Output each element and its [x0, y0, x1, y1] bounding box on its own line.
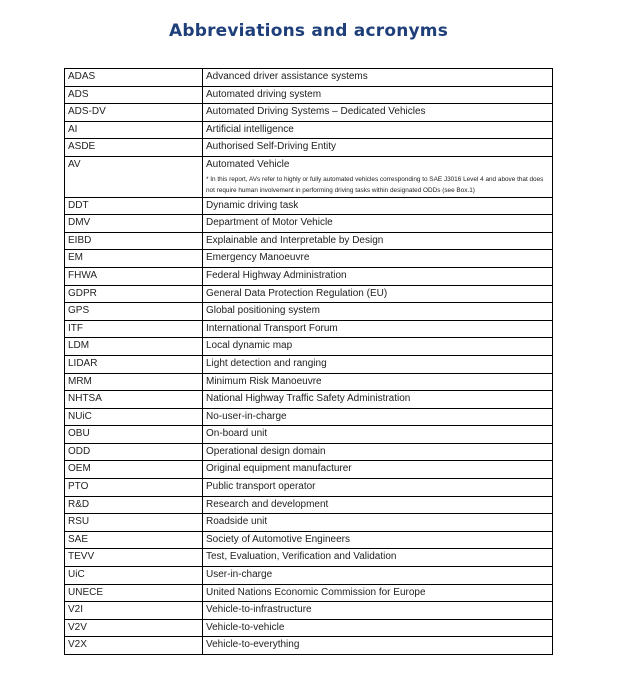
definition-cell — [203, 338, 553, 356]
definition-cell — [203, 567, 553, 585]
definition-cell — [203, 69, 553, 87]
abbreviation-cell: GPS — [65, 303, 203, 321]
table-row — [65, 549, 553, 567]
definition-cell — [203, 104, 553, 122]
table-row — [65, 461, 553, 479]
definition-text: Department of Motor Vehicle — [206, 217, 333, 229]
table-row — [65, 215, 553, 233]
definition-cell — [203, 408, 553, 426]
definition-cell — [203, 514, 553, 532]
table-row — [65, 531, 553, 549]
table-row — [65, 391, 553, 409]
table-row — [65, 267, 553, 285]
definition-text: Public transport operator — [206, 481, 316, 493]
abbreviation-cell: AV — [65, 156, 203, 197]
definition-cell — [203, 619, 553, 637]
abbreviation-cell: ADS — [65, 86, 203, 104]
definition-text: Minimum Risk Manoeuvre — [206, 375, 322, 387]
table-row — [65, 285, 553, 303]
definition-cell — [203, 479, 553, 497]
abbreviation-cell: PTO — [65, 479, 203, 497]
abbreviation-cell: FHWA — [65, 267, 203, 285]
table-row — [65, 197, 553, 215]
definition-text: Operational design domain — [206, 445, 326, 457]
definition-cell — [203, 215, 553, 233]
table-row — [65, 338, 553, 356]
definition-text: Dynamic driving task — [206, 199, 299, 211]
abbreviations-table — [64, 68, 553, 655]
definition-cell — [203, 303, 553, 321]
abbreviation-cell: ADAS — [65, 69, 203, 87]
definition-cell — [203, 443, 553, 461]
abbreviations-table-body — [65, 69, 553, 655]
definition-text: User-in-charge — [206, 569, 273, 581]
table-row — [65, 637, 553, 655]
table-row — [65, 567, 553, 585]
abbreviation-cell: LDM — [65, 338, 203, 356]
definition-text: Research and development — [206, 498, 329, 510]
definition-cell — [203, 197, 553, 215]
abbreviation-cell: SAE — [65, 531, 203, 549]
definition-cell — [203, 320, 553, 338]
abbreviation-cell: NHTSA — [65, 391, 203, 409]
abbreviation-cell: OEM — [65, 461, 203, 479]
abbreviation-cell: UiC — [65, 567, 203, 585]
abbreviation-cell: ITF — [65, 320, 203, 338]
table-row — [65, 408, 553, 426]
definition-text: Test, Evaluation, Verification and Validation — [206, 551, 397, 563]
definition-cell — [203, 267, 553, 285]
definition-cell — [203, 121, 553, 139]
definition-text: Automated Vehicle — [206, 158, 290, 170]
definition-cell — [203, 156, 553, 197]
table-row — [65, 443, 553, 461]
definition-footnote: * In this report, AVs refer to highly or fully automated vehicles corresponding to SAE J3016 Level 4 and above that does not require human involvement in performing driving tasks within designated ODDs (see Box.1) — [206, 175, 544, 194]
definition-cell — [203, 391, 553, 409]
definition-cell — [203, 584, 553, 602]
table-row — [65, 156, 553, 197]
definition-text: No-user-in-charge — [206, 410, 287, 422]
definition-cell — [203, 232, 553, 250]
definition-text: Automated driving system — [206, 88, 322, 100]
abbreviation-cell: DDT — [65, 197, 203, 215]
definition-cell — [203, 285, 553, 303]
abbreviation-cell: EM — [65, 250, 203, 268]
definition-cell — [203, 549, 553, 567]
abbreviation-cell: V2V — [65, 619, 203, 637]
definition-text: Vehicle-to-everything — [206, 639, 300, 651]
definition-cell — [203, 461, 553, 479]
definition-text: Vehicle-to-vehicle — [206, 621, 285, 633]
table-row — [65, 619, 553, 637]
definition-text: Local dynamic map — [206, 340, 293, 352]
table-row — [65, 320, 553, 338]
definition-text: United Nations Economic Commission for Europe — [206, 586, 426, 598]
abbreviation-cell: V2I — [65, 602, 203, 620]
table-row — [65, 139, 553, 157]
table-row — [65, 479, 553, 497]
definition-cell — [203, 637, 553, 655]
definition-cell — [203, 602, 553, 620]
definition-text: Emergency Manoeuvre — [206, 252, 310, 264]
abbreviation-cell: NUiC — [65, 408, 203, 426]
table-row — [65, 514, 553, 532]
definition-text: Automated Driving Systems – Dedicated Vehicles — [206, 106, 426, 118]
abbreviation-cell: V2X — [65, 637, 203, 655]
definition-text: On-board unit — [206, 428, 268, 440]
table-row — [65, 602, 553, 620]
table-row — [65, 426, 553, 444]
abbreviation-cell: UNECE — [65, 584, 203, 602]
table-row — [65, 373, 553, 391]
definition-cell — [203, 355, 553, 373]
abbreviation-cell: ODD — [65, 443, 203, 461]
abbreviation-cell: R&D — [65, 496, 203, 514]
table-row — [65, 584, 553, 602]
definition-cell — [203, 250, 553, 268]
definition-cell — [203, 496, 553, 514]
abbreviation-cell: GDPR — [65, 285, 203, 303]
abbreviation-cell: TEVV — [65, 549, 203, 567]
table-row — [65, 250, 553, 268]
table-row — [65, 355, 553, 373]
abbreviation-cell: ADS-DV — [65, 104, 203, 122]
table-row — [65, 104, 553, 122]
definition-text: International Transport Forum — [206, 322, 338, 334]
abbreviation-cell: MRM — [65, 373, 203, 391]
table-row — [65, 232, 553, 250]
definition-text: Society of Automotive Engineers — [206, 533, 350, 545]
definition-text: Vehicle-to-infrastructure — [206, 604, 312, 616]
definition-cell — [203, 426, 553, 444]
abbreviation-cell: OBU — [65, 426, 203, 444]
definition-cell — [203, 139, 553, 157]
table-row — [65, 303, 553, 321]
table-row — [65, 86, 553, 104]
abbreviation-cell: LIDAR — [65, 355, 203, 373]
definition-text: Artificial intelligence — [206, 123, 294, 135]
definition-text: Original equipment manufacturer — [206, 463, 352, 475]
definition-text: Advanced driver assistance systems — [206, 71, 368, 82]
definition-text: Global positioning system — [206, 305, 320, 317]
abbreviation-cell: DMV — [65, 215, 203, 233]
definition-text: Light detection and ranging — [206, 357, 327, 369]
table-row — [65, 69, 553, 87]
abbreviation-cell: ASDE — [65, 139, 203, 157]
abbreviation-cell: EIBD — [65, 232, 203, 250]
definition-cell — [203, 531, 553, 549]
definition-text: National Highway Traffic Safety Administration — [206, 393, 411, 405]
definition-text: General Data Protection Regulation (EU) — [206, 287, 388, 299]
table-row — [65, 496, 553, 514]
definition-text: Explainable and Interpretable by Design — [206, 234, 384, 246]
definition-text: Authorised Self-Driving Entity — [206, 141, 337, 153]
definition-text: Federal Highway Administration — [206, 269, 347, 281]
table-row — [65, 121, 553, 139]
abbreviation-cell: AI — [65, 121, 203, 139]
abbreviation-cell: RSU — [65, 514, 203, 532]
page-title: Abbreviations and acronyms — [168, 21, 449, 41]
definition-cell — [203, 86, 553, 104]
definition-cell — [203, 373, 553, 391]
definition-text: Roadside unit — [206, 516, 268, 528]
